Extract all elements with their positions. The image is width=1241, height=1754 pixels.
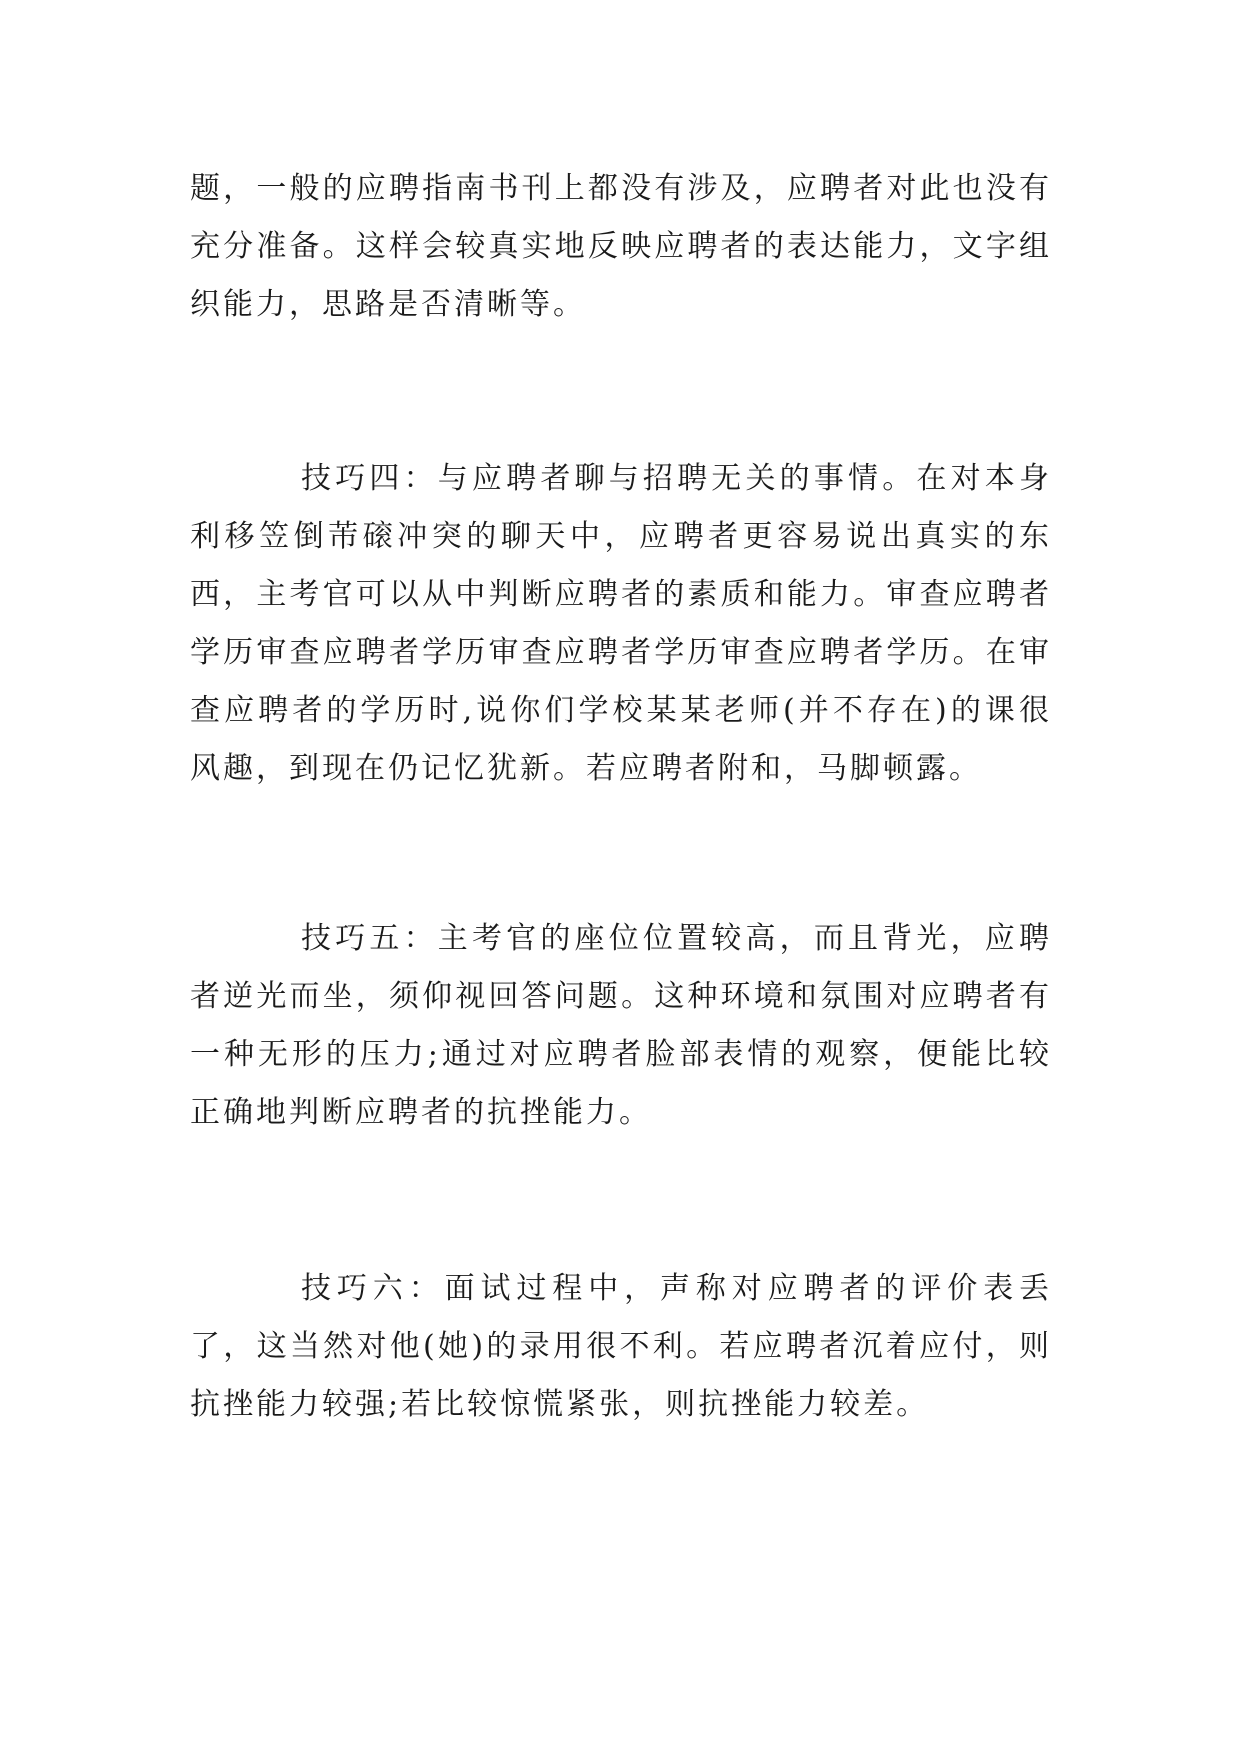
- paragraph-tip-six: 技巧六：面试过程中，声称对应聘者的评价表丢了，这当然对他(她)的录用很不利。若应聘者沉着应付，则抗挫能力较强;若比较惊慌紧张，则抗挫能力较差。: [190, 1271, 1052, 1422]
- paragraph-continuation: 题，一般的应聘指南书刊上都没有涉及，应聘者对此也没有充分准备。这样会较真实地反映应聘者的表达能力，文字组织能力，思路是否清晰等。: [190, 171, 1052, 322]
- paragraph-tip-four: 技巧四：与应聘者聊与招聘无关的事情。在对本身利移笠倒芾磙冲突的聊天中，应聘者更容易说出真实的东西，主考官可以从中判断应聘者的素质和能力。审查应聘者学历审查应聘者学历审查应聘者学历审查应聘者学历。在审查应聘者的学历时,说你们学校某某老师(并不存在)的课很风趣，到现在仍记忆犹新。若应聘者附和，马脚顿露。: [190, 461, 1052, 786]
- paragraph-tip-five: 技巧五：主考官的座位位置较高，而且背光，应聘者逆光而坐，须仰视回答问题。这种环境和氛围对应聘者有一种无形的压力;通过对应聘者脸部表情的观察，便能比较正确地判断应聘者的抗挫能力。: [190, 921, 1052, 1130]
